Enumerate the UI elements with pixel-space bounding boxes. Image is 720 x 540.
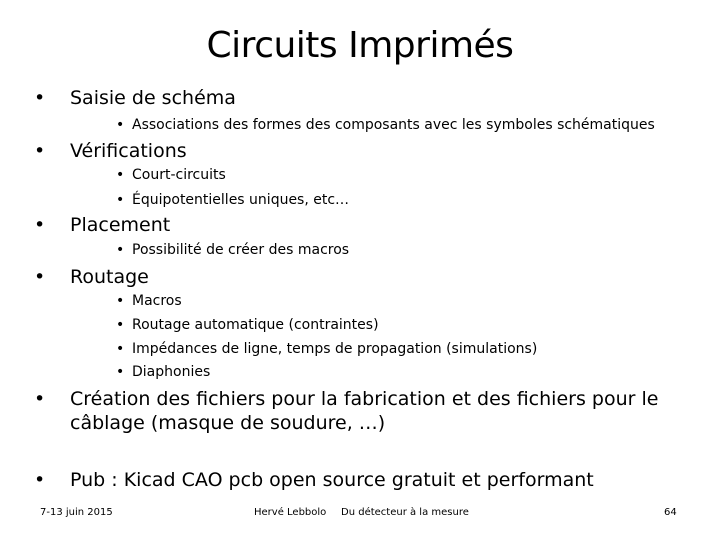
- bullet-icon: •: [116, 192, 125, 208]
- bullet-text: Routage: [70, 266, 149, 288]
- bullet-icon: •: [116, 242, 125, 258]
- slide-title: Circuits Imprimés: [206, 25, 514, 66]
- sub-bullet-text: Associations des formes des composants avec les symboles schématiques: [132, 117, 655, 133]
- bullet-icon: •: [34, 469, 46, 491]
- bullet-icon: •: [34, 266, 46, 288]
- bullet-icon: •: [116, 364, 125, 380]
- bullet-icon: •: [116, 117, 125, 133]
- bullet-icon: •: [34, 140, 46, 162]
- bullet-icon: •: [34, 214, 46, 236]
- bullet-icon: •: [116, 317, 125, 333]
- sub-bullet-text: Macros: [132, 293, 182, 309]
- sub-bullet-text: Court-circuits: [132, 167, 226, 183]
- footer-date: 7-13 juin 2015: [40, 507, 113, 518]
- bullet-icon: •: [34, 388, 46, 410]
- bullet-icon: •: [34, 87, 46, 109]
- bullet-icon: •: [116, 341, 125, 357]
- sub-bullet-text: Possibilité de créer des macros: [132, 242, 350, 258]
- sub-bullet-text: Routage automatique (contraintes): [132, 317, 379, 333]
- bullet-text: Saisie de schéma: [70, 87, 236, 109]
- bullet-text: Vérifications: [70, 140, 187, 162]
- bullet-icon: •: [116, 167, 125, 183]
- bullet-text: Placement: [70, 214, 171, 236]
- sub-bullet-text: Diaphonies: [132, 364, 211, 380]
- footer-event: Du détecteur à la mesure: [341, 507, 469, 518]
- footer-page-number: 64: [664, 507, 677, 518]
- bullet-text: Création des fichiers pour la fabrication et des fichiers pour le câblage (masque de soudure, …): [70, 388, 659, 434]
- bullet-text: Pub : Kicad CAO pcb open source gratuit et performant: [70, 469, 594, 491]
- sub-bullet-text: Équipotentielles uniques, etc…: [132, 192, 350, 208]
- sub-bullet-text: Impédances de ligne, temps de propagation (simulations): [132, 341, 538, 357]
- bullet-icon: •: [116, 293, 125, 309]
- footer-author: Hervé Lebbolo: [254, 507, 327, 518]
